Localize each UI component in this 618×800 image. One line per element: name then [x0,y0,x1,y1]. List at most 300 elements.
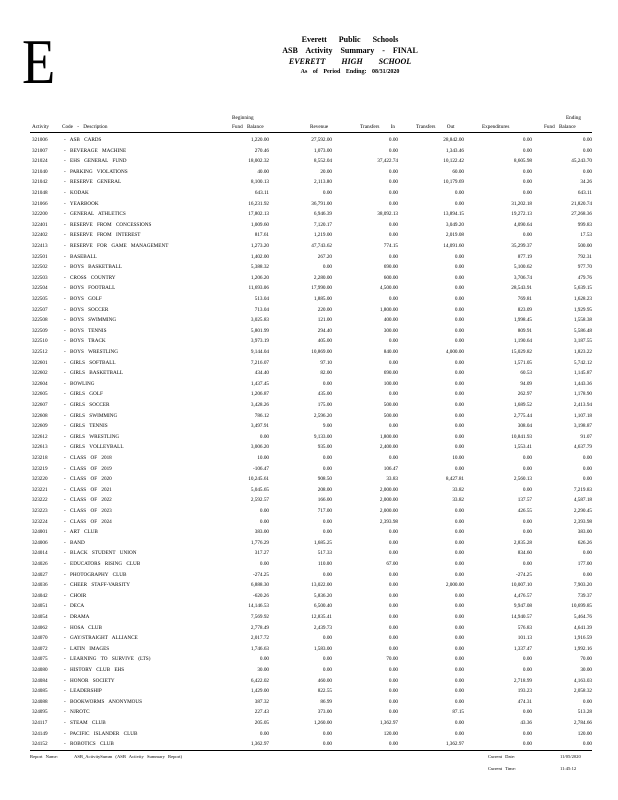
activity-code: 322501 [32,253,48,260]
ending-fund-balance: 2,290.45 [573,508,592,514]
revenue: 2,439.73 [313,624,332,631]
ending-fund-balance: 7,219.83 [573,486,592,493]
activity-description: - LEARNING TO SURVIVE (LTS) [64,656,151,663]
beginning-fund-balance: 317.27 [254,550,269,557]
transfers-in: 0.00 [388,359,398,366]
table-row [0,507,618,517]
table-row [0,284,618,294]
transfers-in: 0.00 [388,529,398,536]
ending-fund-balance: 500.00 [577,243,592,249]
activity-code: 324042 [32,592,48,599]
transfers-out: 0.00 [454,338,464,345]
activity-code: 323221 [32,486,48,493]
beginning-fund-balance: 7,216.07 [250,359,269,366]
transfers-out: 0.00 [454,720,464,726]
column-header-beginning: Beginning [232,115,254,121]
column-header-beginning-fund-balance: Fund Balance [232,124,264,130]
table-row [0,147,618,157]
ending-fund-balance: 1,107.18 [573,412,592,419]
expenditures: 2,560.13 [513,476,532,483]
revenue: 0.00 [322,264,332,271]
ending-fund-balance: 643.11 [577,190,592,196]
beginning-fund-balance: 1,402.00 [250,253,269,260]
revenue: 1,583.00 [313,645,332,652]
ending-fund-balance: 5,586.48 [573,327,592,334]
activity-code: 322612 [32,433,48,440]
revenue: 8,552.04 [313,158,332,165]
table-row [0,200,618,210]
beginning-fund-balance: 0.00 [259,656,269,663]
revenue: 13,022.00 [311,582,332,589]
table-row [0,231,618,241]
activity-code: 321007 [32,147,48,154]
activity-code: 322503 [32,274,48,281]
transfers-in: 2,000.00 [379,508,398,514]
ending-fund-balance: 479.76 [577,274,592,281]
ending-fund-balance: 45,243.70 [571,158,592,165]
table-row [0,412,618,422]
activity-code: 322413 [32,243,48,249]
expenditures: 101.13 [517,635,532,642]
transfers-in: 300.00 [383,327,398,334]
transfers-in: 840.00 [383,349,398,355]
activity-code: 323223 [32,508,48,514]
table-row [0,708,618,718]
table-row [0,359,618,369]
revenue: 460.00 [317,677,332,684]
beginning-fund-balance: 1,746.63 [250,645,269,652]
transfers-in: 0.00 [388,296,398,302]
transfers-out: 33.82 [452,486,464,493]
table-row [0,687,618,697]
beginning-fund-balance: 30.00 [257,667,269,673]
activity-code: 324036 [32,582,48,589]
activity-description: - EDUCATORS RISING CLUB [64,561,141,567]
table-row [0,740,618,750]
activity-description: - KODAK [64,190,89,196]
activity-code: 322505 [32,296,48,302]
ending-fund-balance: 91.07 [580,433,592,440]
ending-fund-balance: 0.00 [582,550,592,557]
ending-fund-balance: 7,903.20 [573,582,592,589]
transfers-in: 0.00 [388,614,398,620]
activity-description: - GIRLS VOLLEYBALL [64,444,124,451]
transfers-out: 0.00 [454,688,464,695]
expenditures: 2,835.28 [513,539,532,546]
ending-fund-balance: 30.00 [580,667,592,673]
activity-code: 323224 [32,518,48,525]
activity-description: - CHOIR [64,592,87,599]
activity-code: 323220 [32,476,48,483]
transfers-out: 0.00 [454,561,464,567]
ending-fund-balance: 1,145.87 [573,370,592,377]
footer-current-date-label: Current Date: [488,754,516,759]
expenditures: 9,947.08 [513,603,532,610]
expenditures: 576.83 [517,624,532,631]
report-title-district: Everett Public Schools [301,35,399,44]
beginning-fund-balance: 10.00 [257,455,269,461]
transfers-out: 33.82 [452,497,464,504]
revenue: 6,500.40 [313,603,332,610]
ending-fund-balance: 1,823.22 [573,349,592,355]
transfers-in: 0.00 [388,190,398,196]
ending-fund-balance: 0.00 [582,168,592,175]
transfers-out: 0.00 [454,274,464,281]
beginning-fund-balance: 16,231.92 [248,200,269,207]
expenditures: 1,553.41 [513,444,532,451]
activity-code: 322502 [32,264,48,271]
activity-description: - BASEBALL [64,253,97,260]
transfers-in: 2,000.00 [379,486,398,493]
expenditures: 834.60 [517,550,532,557]
revenue: 0.00 [322,667,332,673]
revenue: 12,835.41 [311,614,332,620]
activity-description: - BOOKWORMS ANONYMOUS [64,698,143,705]
transfers-in: 2,393.98 [379,518,398,525]
transfers-out: 10.00 [452,455,464,461]
transfers-in: 0.00 [388,423,398,430]
activity-description: - YEARBOOK [64,200,99,207]
footer-current-time: 11:45:12 [560,766,577,771]
activity-description: - ASB CARDS [64,137,102,143]
transfers-in: 0.00 [388,391,398,398]
transfers-out: 0.00 [454,614,464,620]
transfers-out: 4,000.00 [445,349,464,355]
beginning-fund-balance: 18,002.32 [248,158,269,165]
revenue: 0.00 [322,741,332,748]
expenditures: 0.00 [522,455,532,461]
table-row [0,337,618,347]
beginning-fund-balance: 387.32 [254,698,269,705]
table-row [0,380,618,390]
ending-fund-balance: 977.70 [577,264,592,271]
column-header-revenue: Revenue [310,124,329,130]
activity-description: - LEADERSHIP [64,688,102,695]
table-row [0,655,618,665]
transfers-in: 0.00 [388,137,398,143]
table-row [0,242,618,252]
ending-fund-balance: 1,916.59 [573,635,592,642]
transfers-in: 774.15 [383,243,398,249]
table-row [0,581,618,591]
expenditures: 193.23 [517,688,532,695]
revenue: 1,685.25 [313,539,332,546]
ending-fund-balance: 5,464.76 [573,614,592,620]
table-row [0,592,618,602]
footer-current-date: 11/05/2020 [560,754,581,759]
transfers-out: 0.00 [454,508,464,514]
activity-code: 322401 [32,221,48,228]
table-row [0,571,618,581]
revenue: 267.20 [317,253,332,260]
activity-description: - GIRLS WRESTLING [64,433,120,440]
table-row [0,210,618,220]
beginning-fund-balance: 14,146.53 [248,603,269,610]
transfers-in: 0.00 [388,688,398,695]
transfers-out: 0.00 [454,465,464,472]
activity-code: 324117 [32,720,48,726]
table-row [0,475,618,485]
transfers-out: 0.00 [454,730,464,737]
activity-code: 324095 [32,709,48,716]
revenue: 166.00 [317,497,332,504]
activity-description: - BOYS TENNIS [64,327,107,334]
beginning-fund-balance: 383.00 [254,529,269,536]
activity-description: - HONOR SOCIETY [64,677,115,684]
transfers-out: 8,427.81 [445,476,464,483]
table-row [0,443,618,453]
expenditures: 1,998.45 [513,317,532,324]
revenue: 2,280.00 [313,274,332,281]
table-row [0,486,618,496]
revenue: 0.00 [322,635,332,642]
report-school-name: EVERETT HIGH SCHOOL [288,57,412,66]
footer-report-name-label: Report Name: [30,754,58,759]
activity-description: - EHS GENERAL FUND [64,158,127,165]
transfers-in: 37,422.74 [377,158,398,165]
table-row [0,560,618,570]
report-period: As of Period Ending: 08/31/2020 [300,69,400,75]
ending-fund-balance: 2,784.66 [573,720,592,726]
expenditures: 3,706.74 [513,274,532,281]
activity-code: 322605 [32,391,48,398]
activity-description: - BOYS SOCCER [64,306,109,313]
table-row [0,178,618,188]
expenditures: 2,718.99 [513,677,532,684]
activity-description: - CLASS OF 2022 [64,497,112,504]
ending-fund-balance: 5,639.15 [573,285,592,292]
expenditures: 0.00 [522,190,532,196]
revenue: 717.00 [317,508,332,514]
ending-fund-balance: 739.37 [577,592,592,599]
transfers-in: 500.00 [383,412,398,419]
table-row [0,295,618,305]
transfers-out: 0.00 [454,603,464,610]
beginning-fund-balance: 6,888.30 [250,582,269,589]
activity-description: - STEAM CLUB [64,720,106,726]
table-row [0,306,618,316]
transfers-out: 0.00 [454,444,464,451]
ending-fund-balance: 0.00 [582,571,592,578]
district-logo-letter: E [22,26,56,97]
activity-description: - CLASS OF 2024 [64,518,112,525]
transfers-out: 0.00 [454,296,464,302]
ending-fund-balance: 2,393.98 [573,518,592,525]
activity-code: 324070 [32,635,48,642]
ending-fund-balance: 2,413.94 [573,402,592,408]
transfers-out: 0.00 [454,433,464,440]
activity-description: - RESERVE FOR GAME MANAGEMENT [64,243,169,249]
transfers-in: 0.00 [388,741,398,748]
expenditures: 94.09 [520,380,532,387]
expenditures: 0.00 [522,709,532,716]
expenditures: 0.00 [522,137,532,143]
transfers-out: 3,049.20 [445,221,464,228]
table-row [0,189,618,199]
revenue: 294.40 [317,327,332,334]
transfers-out: 1,362.97 [445,741,464,748]
activity-description: - BAND [64,539,85,546]
transfers-out: 60.00 [452,168,464,175]
revenue: 97.10 [320,359,332,366]
expenditures: 5,100.62 [513,264,532,271]
expenditures: 2,775.44 [513,412,532,419]
ending-fund-balance: 4,641.39 [573,624,592,631]
revenue: 0.00 [322,529,332,536]
footer-divider [30,750,592,751]
activity-code: 322507 [32,306,48,313]
activity-code: 322509 [32,327,48,334]
revenue: 208.00 [317,486,332,493]
beginning-fund-balance: 3,025.83 [250,317,269,324]
beginning-fund-balance: 713.04 [254,306,269,313]
ending-fund-balance: 0.00 [582,147,592,154]
transfers-out: 0.00 [454,550,464,557]
ending-fund-balance: 1,628.23 [573,296,592,302]
activity-code: 321024 [32,158,48,165]
beginning-fund-balance: 1,220.00 [250,137,269,143]
ending-fund-balance: 17.53 [580,232,592,239]
table-row [0,263,618,273]
beginning-fund-balance: 5,045.65 [250,486,269,493]
transfers-out: 0.00 [454,306,464,313]
ending-fund-balance: 5,742.12 [573,359,592,366]
transfers-in: 0.00 [388,603,398,610]
beginning-fund-balance: 3,428.26 [250,402,269,408]
revenue: 0.00 [322,465,332,472]
beginning-fund-balance: 1,362.97 [250,741,269,748]
transfers-out: 0.00 [454,317,464,324]
table-row [0,274,618,284]
activity-description: - CLASS OF 2021 [64,486,112,493]
activity-description: - HISTORY CLUB EHS [64,667,125,673]
transfers-in: 0.00 [388,592,398,599]
table-row [0,719,618,729]
activity-code: 323218 [32,455,48,461]
table-row [0,518,618,528]
ending-fund-balance: 626.26 [577,539,592,546]
beginning-fund-balance: 11,693.06 [248,285,269,292]
revenue: 1,260.00 [313,720,332,726]
beginning-fund-balance: 643.11 [254,190,269,196]
transfers-in: 0.00 [388,667,398,673]
ending-fund-balance: 70.00 [580,656,592,663]
transfers-out: 0.00 [454,190,464,196]
beginning-fund-balance: 1,206.20 [250,274,269,281]
beginning-fund-balance: 2,592.57 [250,497,269,504]
activity-description: - DRAMA [64,614,90,620]
activity-description: - BOYS FOOTBALL [64,285,116,292]
beginning-fund-balance: 2,017.72 [250,635,269,642]
ending-fund-balance: 177.00 [577,561,592,567]
expenditures: 0.00 [522,561,532,567]
expenditures: 10,841.93 [511,433,532,440]
activity-description: - BEVERAGE MACHINE [64,147,127,154]
activity-code: 321040 [32,168,48,175]
beginning-fund-balance: 8,100.13 [250,179,269,186]
transfers-in: 0.00 [388,582,398,589]
transfers-in: 33.83 [386,476,398,483]
activity-description: - GIRLS TENNIS [64,423,108,430]
ending-fund-balance: 27,268.36 [571,211,592,218]
expenditures: 0.00 [522,486,532,493]
activity-code: 324084 [32,677,48,684]
activity-description: - GIRLS BASKETBALL [64,370,124,377]
transfers-in: 120.00 [383,730,398,737]
ending-fund-balance: 0.00 [582,476,592,483]
activity-code: 322508 [32,317,48,324]
transfers-out: 0.00 [454,677,464,684]
table-row [0,528,618,538]
expenditures: 0.00 [522,656,532,663]
transfers-in: 0.00 [388,645,398,652]
transfers-in: 0.00 [388,624,398,631]
expenditures: 0.00 [522,518,532,525]
table-row [0,401,618,411]
header-divider [30,132,592,133]
transfers-out: 14,091.60 [443,243,464,249]
transfers-in: 690.00 [383,370,398,377]
table-row [0,369,618,379]
activity-description: - BLACK STUDENT UNION [64,550,137,557]
activity-code: 323219 [32,465,48,472]
beginning-fund-balance: 40.00 [257,168,269,175]
expenditures: 19,272.13 [511,211,532,218]
transfers-out: 10,179.69 [443,179,464,186]
transfers-out: 0.00 [454,370,464,377]
table-row [0,348,618,358]
table-row [0,645,618,655]
revenue: 36,791.00 [311,200,332,207]
activity-description: - NJROTC [64,709,90,716]
transfers-in: 106.47 [383,465,398,472]
footer-report-name: ASB_ActivitySumm (ASB Activity Summary Report) [74,754,183,759]
revenue: 0.00 [322,730,332,737]
transfers-in: 0.00 [388,698,398,705]
ending-fund-balance: 1,558.38 [573,317,592,324]
table-row [0,422,618,432]
expenditures: -274.25 [516,571,532,578]
activity-code: 322613 [32,444,48,451]
ending-fund-balance: 4,637.79 [573,444,592,451]
activity-code: 322510 [32,338,48,345]
activity-code: 321042 [32,179,48,186]
beginning-fund-balance: 3,006.20 [250,444,269,451]
beginning-fund-balance: 0.00 [259,433,269,440]
revenue: 220.00 [317,306,332,313]
transfers-in: 0.00 [388,232,398,239]
revenue: 908.50 [317,476,332,483]
revenue: 1,219.00 [313,232,332,239]
activity-description: - PARKING VIOLATIONS [64,168,128,175]
activity-description: - LATIN IMAGES [64,645,110,652]
expenditures: 809.91 [517,327,532,334]
activity-description: - ROBOTICS CLUB [64,741,114,748]
activity-description: - HOSA CLUB [64,624,102,631]
revenue: 373.00 [317,709,332,716]
table-row [0,136,618,146]
revenue: 47,743.62 [311,243,332,249]
table-row [0,390,618,400]
activity-description: - GIRLS SOFTBALL [64,359,116,366]
beginning-fund-balance: 10,245.61 [248,476,269,483]
table-row [0,666,618,676]
transfers-in: 0.00 [388,709,398,716]
activity-code: 324051 [32,603,48,610]
beginning-fund-balance: 7,569.92 [250,614,269,620]
activity-code: 323222 [32,497,48,504]
transfers-in: 0.00 [388,455,398,461]
